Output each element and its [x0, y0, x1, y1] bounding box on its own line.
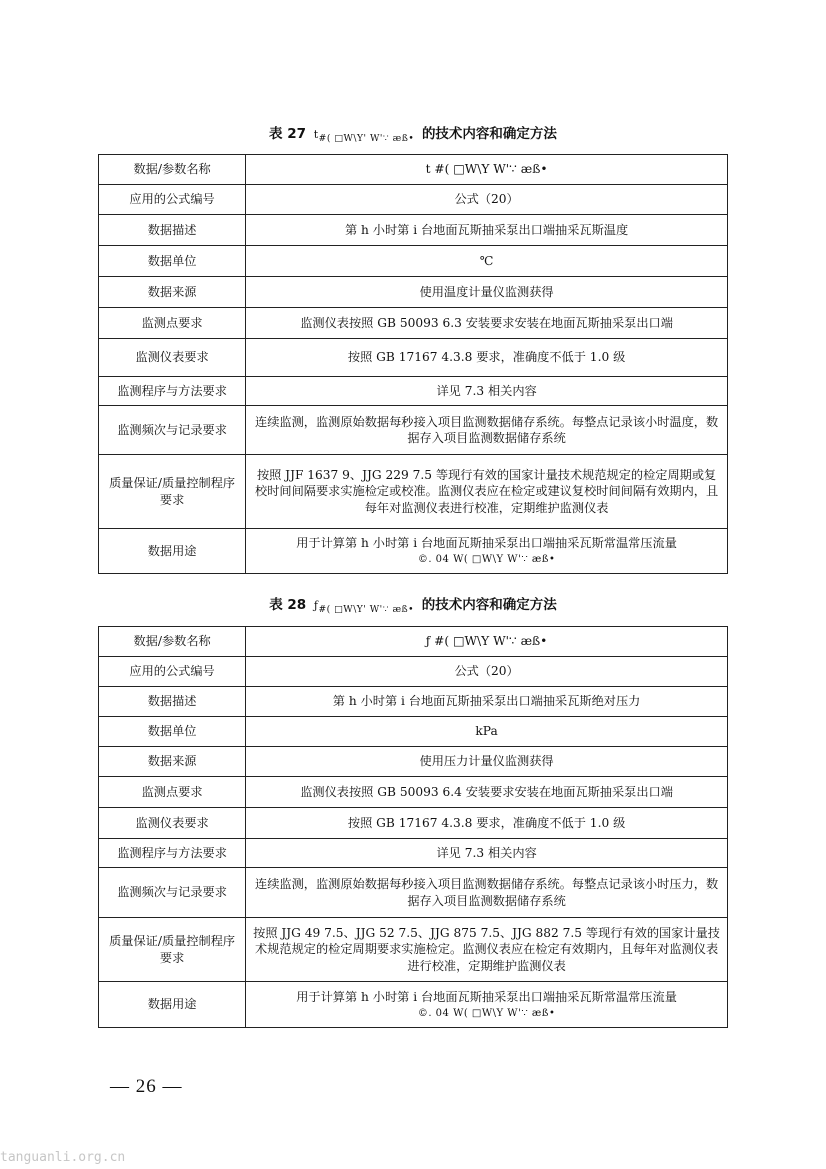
- row-key: 应用的公式编号: [99, 185, 246, 215]
- table-row: [99, 455, 728, 529]
- table27-caption-symbol: [313, 128, 415, 145]
- table27-caption-suffix: 的技术内容和确定方法: [421, 126, 557, 142]
- table27-caption-prefix: 表 27: [269, 126, 307, 142]
- row-key: 数据单位: [99, 246, 246, 277]
- table-row: [99, 215, 728, 246]
- row-key: 数据单位: [99, 717, 246, 747]
- table-row: [99, 657, 728, 687]
- row-value: 第 h 小时第 i 台地面瓦斯抽采泵出口端抽采瓦斯温度: [246, 215, 728, 246]
- table-row: [99, 687, 728, 717]
- table-row: [99, 918, 728, 982]
- table27-caption-symbol-letter: t: [313, 128, 319, 141]
- table-row: [99, 868, 728, 918]
- row-value: 第 h 小时第 i 台地面瓦斯抽采泵出口端抽采瓦斯绝对压力: [246, 687, 728, 717]
- row-key: 监测仪表要求: [99, 808, 246, 839]
- row-key: 监测程序与方法要求: [99, 377, 246, 406]
- row-key: 数据来源: [99, 277, 246, 308]
- table-row: [99, 185, 728, 215]
- row-value: [246, 529, 728, 574]
- row-key: 数据用途: [99, 529, 246, 574]
- table28-caption: [0, 593, 826, 615]
- table-row: [99, 717, 728, 747]
- table28: [98, 626, 728, 1028]
- row-value: [246, 982, 728, 1028]
- row-value: ℃: [246, 246, 728, 277]
- row-key: 数据用途: [99, 982, 246, 1028]
- table27-caption-subscript: #( □W\Y' W'∵ æß•: [318, 133, 415, 145]
- table-row: [99, 982, 728, 1028]
- row-value: 监测仪表按照 GB 50093 6.4 安装要求安装在地面瓦斯抽采泵出口端: [246, 777, 728, 808]
- row-key: 质量保证/质量控制程序要求: [99, 918, 246, 982]
- row-value: 公式（20）: [246, 185, 728, 215]
- row-value: 连续监测，监测原始数据每秒接入项目监测数据储存系统。每整点记录该小时温度，数据存入项目监测数据储存系统: [246, 406, 728, 455]
- table27: [98, 154, 728, 574]
- table-row: [99, 406, 728, 455]
- table28-caption-suffix: 的技术内容和确定方法: [421, 597, 557, 613]
- table28-caption-symbol: [313, 599, 415, 616]
- usage-text: 用于计算第 h 小时第 i 台地面瓦斯抽采泵出口端抽采瓦斯常温常压流量: [296, 989, 677, 1004]
- table27-caption: [0, 122, 826, 144]
- row-value: kPa: [246, 717, 728, 747]
- row-key: 数据描述: [99, 687, 246, 717]
- row-key: 质量保证/质量控制程序要求: [99, 455, 246, 529]
- row-key: 监测点要求: [99, 777, 246, 808]
- table-row: [99, 627, 728, 657]
- table-row: [99, 277, 728, 308]
- row-key: 数据/参数名称: [99, 155, 246, 185]
- table-row: [99, 339, 728, 377]
- table-row: [99, 377, 728, 406]
- row-key: 监测程序与方法要求: [99, 839, 246, 868]
- table-row: [99, 747, 728, 777]
- row-value: t #( □W\Y W'∵ æß•: [246, 155, 728, 185]
- row-value: 使用温度计量仪监测获得: [246, 277, 728, 308]
- row-value: 监测仪表按照 GB 50093 6.3 安装要求安装在地面瓦斯抽采泵出口端: [246, 308, 728, 339]
- table-row: [99, 529, 728, 574]
- watermark: tanguanli.org.cn: [0, 1150, 126, 1165]
- row-value: 详见 7.3 相关内容: [246, 839, 728, 868]
- row-key: 监测点要求: [99, 308, 246, 339]
- row-value: 公式（20）: [246, 657, 728, 687]
- row-value: 详见 7.3 相关内容: [246, 377, 728, 406]
- row-key: 数据/参数名称: [99, 627, 246, 657]
- table-row: [99, 246, 728, 277]
- row-key: 监测频次与记录要求: [99, 406, 246, 455]
- row-value: 按照 GB 17167 4.3.8 要求，准确度不低于 1.0 级: [246, 808, 728, 839]
- row-key: 监测仪表要求: [99, 339, 246, 377]
- row-value: 使用压力计量仪监测获得: [246, 747, 728, 777]
- table28-caption-subscript: #( □W\Y' W'∵ æß•: [318, 604, 415, 616]
- table28-caption-symbol-letter: ƒ: [313, 599, 319, 612]
- usage-symbol: ©. 04 W( □W\Y W'∵ æß•: [417, 554, 556, 566]
- table-row: [99, 155, 728, 185]
- row-value: 连续监测，监测原始数据每秒接入项目监测数据储存系统。每整点记录该小时压力，数据存入项目监测数据储存系统: [246, 868, 728, 918]
- table-row: [99, 308, 728, 339]
- page-number: — 26 —: [110, 1076, 183, 1097]
- row-value: 按照 JJF 1637 9、JJG 229 7.5 等现行有效的国家计量技术规范规定的检定周期或复校时间间隔要求实施检定或校准。监测仪表应在检定或建议复校时间间隔有效期内，且每年对监测仪表进行校准，定期维护监测仪表: [246, 455, 728, 529]
- usage-text: 用于计算第 h 小时第 i 台地面瓦斯抽采泵出口端抽采瓦斯常温常压流量: [296, 536, 677, 551]
- table-row: [99, 839, 728, 868]
- row-key: 数据描述: [99, 215, 246, 246]
- row-value: 按照 GB 17167 4.3.8 要求，准确度不低于 1.0 级: [246, 339, 728, 377]
- row-key: 数据来源: [99, 747, 246, 777]
- table-row: [99, 808, 728, 839]
- table28-caption-prefix: 表 28: [269, 597, 307, 613]
- row-key: 监测频次与记录要求: [99, 868, 246, 918]
- table-row: [99, 777, 728, 808]
- row-key: 应用的公式编号: [99, 657, 246, 687]
- row-value: ƒ #( □W\Y W'∵ æß•: [246, 627, 728, 657]
- row-value: 按照 JJG 49 7.5、JJG 52 7.5、JJG 875 7.5、JJG 882 7.5 等现行有效的国家计量技术规范规定的检定周期要求实施检定。监测仪表应在检定有效期内，且每年对监测仪表进行校准，定期维护监测仪表: [246, 918, 728, 982]
- usage-symbol: ©. 04 W( □W\Y W'∵ æß•: [417, 1007, 556, 1019]
